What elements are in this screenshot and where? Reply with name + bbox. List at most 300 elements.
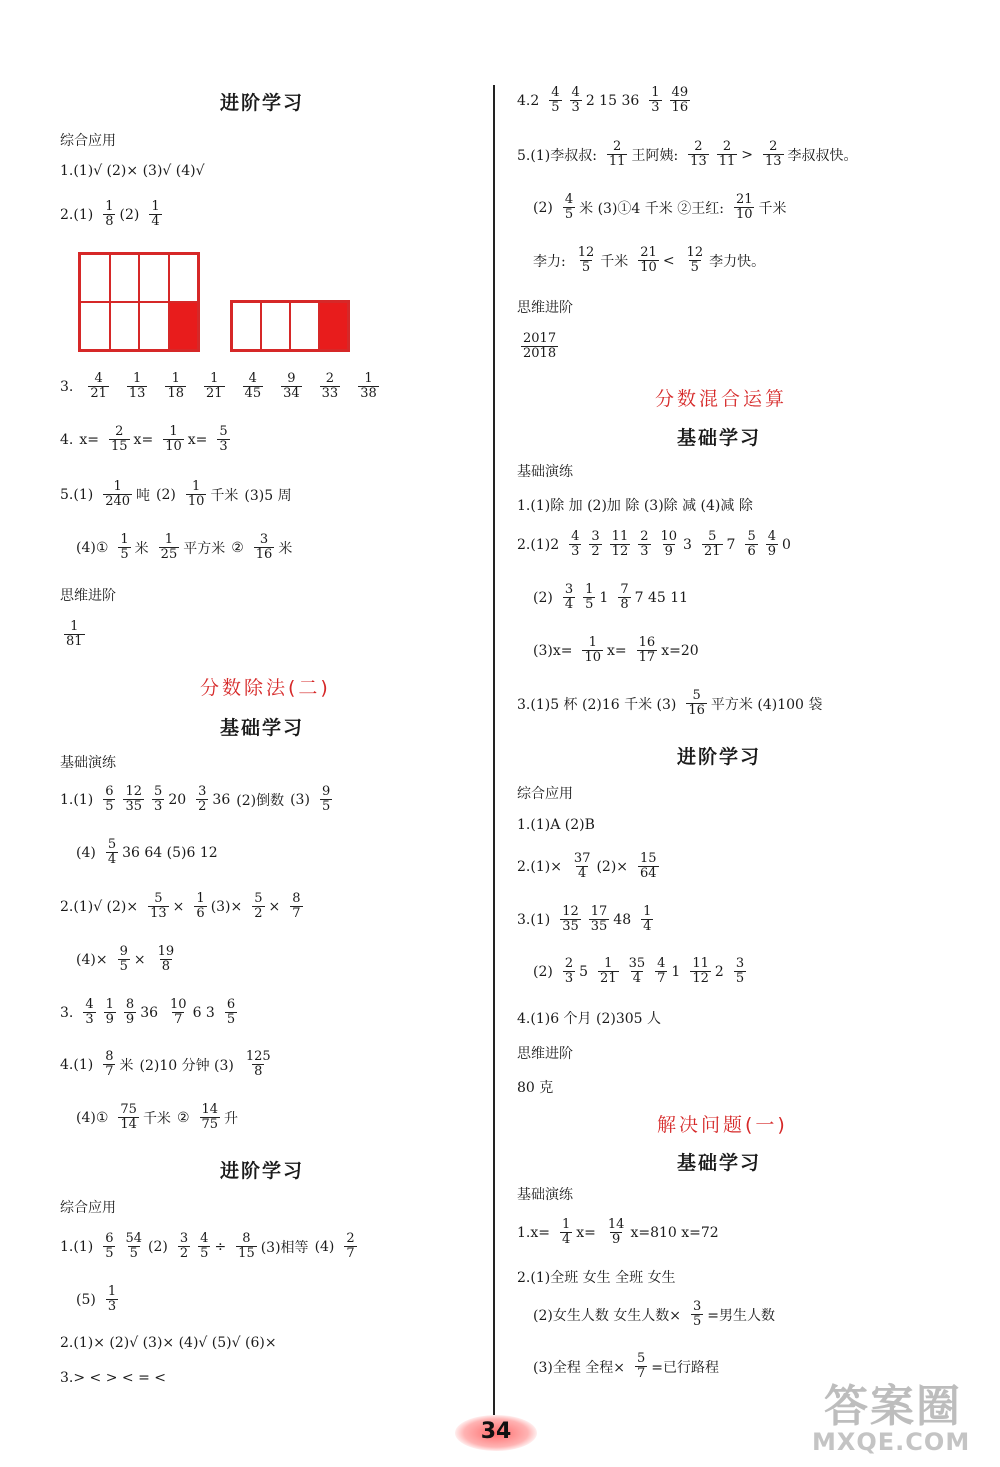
grid-cell: [110, 254, 140, 302]
denominator: 4: [561, 1232, 571, 1247]
answer-line: [517, 86, 694, 115]
numerator: 15: [640, 851, 657, 866]
answer-label: (3)×: [210, 898, 243, 915]
answer-label: 1.x=: [517, 1224, 550, 1241]
fraction: [118, 945, 130, 974]
numerator: 2: [115, 424, 124, 439]
grid-cell: [169, 254, 199, 302]
denominator: 12: [611, 544, 629, 559]
fraction: [563, 193, 575, 222]
fraction: [606, 1218, 627, 1247]
answer-label: (5): [76, 1291, 96, 1308]
page-number: 34: [480, 1419, 512, 1444]
subheading-thinking: 思维进阶: [517, 300, 573, 316]
unit-label: 平方米: [183, 540, 226, 557]
numerator: 4: [248, 371, 257, 386]
unit-label: 升: [224, 1110, 239, 1127]
denominator: 5: [551, 100, 560, 115]
numerator: 10: [660, 529, 678, 544]
numerator: 11: [692, 956, 709, 971]
numerator: 1: [120, 532, 129, 547]
fraction: [766, 530, 778, 559]
grid-cell: [139, 254, 169, 302]
fraction: [243, 372, 264, 401]
numerator: 1: [364, 371, 373, 386]
fraction-grid-quarters: [230, 300, 350, 352]
answer-line: [60, 998, 241, 1027]
denominator: 4: [151, 214, 160, 229]
denominator: 33: [321, 386, 339, 401]
fraction: [659, 530, 680, 559]
grid-cell: [232, 302, 261, 350]
numerator: 5: [107, 837, 117, 852]
answer-line: [517, 332, 562, 361]
numerator: 4: [564, 192, 574, 207]
denominator: 7: [346, 1246, 355, 1261]
answer-label: ②: [176, 1109, 190, 1126]
denominator: 10: [584, 650, 602, 665]
answer-line: [517, 1218, 725, 1247]
denominator: 75: [201, 1117, 219, 1132]
fraction: [637, 636, 658, 665]
denominator: 21: [703, 544, 721, 559]
unit-label: 米: [119, 1057, 134, 1074]
numerator: 2: [564, 956, 574, 971]
denominator: 2: [254, 906, 263, 921]
numerator: 3: [179, 1231, 189, 1246]
fraction: [688, 140, 709, 169]
denominator: 16: [255, 547, 273, 562]
denominator: 9: [105, 1012, 114, 1027]
answer-line: [76, 838, 224, 867]
fraction: [560, 1218, 572, 1247]
answer-label: (3)相等: [260, 1239, 309, 1256]
fraction: [198, 1232, 210, 1261]
fraction: [582, 636, 603, 665]
numerator: 8: [125, 997, 135, 1012]
fraction: [127, 372, 148, 401]
answer-line: 4.(1)6 个月 (2)305 人: [517, 1011, 661, 1027]
numerator: 37: [573, 851, 591, 866]
fraction: [570, 86, 582, 115]
denominator: 5: [129, 1246, 138, 1261]
denominator: 5: [690, 260, 699, 275]
denominator: 7: [657, 971, 666, 986]
answer-line: 李力: $\frac{12}{5}$ 千米 $\frac{21}{10}$ < $\frac{12}{5}$ 李力快。: [533, 245, 766, 275]
unit-label: 千米: [142, 1110, 171, 1127]
watermark-url: MXQE.COM: [812, 1428, 971, 1456]
numerator: 21: [735, 192, 753, 207]
numerator: 16: [638, 635, 656, 650]
numerator: 4: [94, 371, 103, 386]
answer-label: (2)×: [596, 858, 629, 875]
numerator: 2: [769, 139, 778, 154]
numerator: 2: [613, 139, 622, 154]
fraction: [106, 838, 118, 867]
unit-label: 千米: [210, 487, 239, 504]
numerator: 6: [226, 997, 236, 1012]
heading-advanced-learning: 进阶学习: [220, 92, 305, 114]
fraction: [118, 1103, 139, 1132]
unit-label: 米: [134, 540, 149, 557]
fraction-list: [79, 372, 387, 401]
unit-label: 米: [278, 540, 293, 557]
fraction: [717, 140, 738, 169]
numerator: 1: [105, 997, 114, 1012]
denominator: 13: [690, 154, 707, 169]
fraction: [627, 957, 648, 986]
numerator: 1: [196, 891, 205, 906]
numerator: 3: [259, 532, 269, 547]
numerator: 11: [611, 529, 629, 544]
watermark-logo-text: 答案圈: [824, 1381, 962, 1432]
fraction: [598, 957, 619, 986]
watermark: [812, 1370, 992, 1465]
fraction: [225, 998, 237, 1027]
heading-basic-learning: 基础学习: [677, 1152, 762, 1174]
answer-label: (3): [290, 791, 310, 808]
answer-line: [60, 1050, 277, 1079]
answer-line: [517, 530, 797, 559]
fraction: [103, 200, 115, 229]
answer-label: 5.(1): [60, 486, 94, 503]
fraction: [576, 246, 597, 275]
denominator: 34: [283, 386, 300, 401]
fraction: [745, 530, 757, 559]
denominator: 5: [105, 1246, 114, 1261]
fraction: [200, 1103, 221, 1132]
answer-value: 1: [671, 963, 681, 980]
numerator: 5: [708, 529, 717, 544]
section-title-solve-problems-1: 解决问题(一): [657, 1114, 788, 1136]
fraction: [106, 1285, 118, 1314]
numerator: 12: [577, 245, 595, 260]
numerator: 4: [571, 85, 580, 100]
denominator: 3: [651, 100, 660, 115]
denominator: 5: [200, 1246, 209, 1261]
numerator: 3: [198, 784, 207, 799]
answer-value: 20: [168, 791, 187, 808]
numerator: 35: [628, 956, 646, 971]
numerator: 1: [192, 479, 201, 494]
numerator: 4: [200, 1231, 209, 1246]
denominator: 5: [120, 547, 129, 562]
denominator: 64: [640, 866, 657, 881]
denominator: 8: [105, 214, 114, 229]
numerator: 1: [643, 904, 652, 919]
fraction: [123, 785, 144, 814]
denominator: 10: [735, 207, 753, 222]
fraction: [236, 1232, 257, 1261]
numerator: 2: [640, 529, 649, 544]
fraction: [641, 905, 653, 934]
answer-line: 80 克: [517, 1080, 554, 1096]
fraction: [691, 1300, 703, 1329]
numerator: 19: [157, 944, 175, 959]
numerator: 2017: [523, 331, 557, 346]
answer-label: 2.(1): [60, 206, 94, 223]
answer-label: (2)女生人数 女生人数×: [533, 1307, 682, 1324]
answer-value: 1: [599, 589, 609, 606]
numerator: 6: [105, 1231, 114, 1246]
fraction: [638, 852, 659, 881]
fraction: [521, 332, 558, 361]
answer-value: 0: [782, 536, 791, 553]
answer-label: x=: [607, 642, 627, 659]
numerator: 14: [607, 1217, 625, 1232]
answer-value: 3: [683, 536, 692, 553]
fraction: [124, 998, 136, 1027]
answer-line: [60, 785, 336, 814]
answer-label: 5.(1)李叔叔:: [517, 147, 597, 164]
denominator: 21: [206, 386, 223, 401]
answer-label: 王阿姨:: [631, 147, 679, 164]
numerator: 4: [551, 85, 560, 100]
fraction: [572, 852, 593, 881]
answer-line: [76, 1103, 244, 1132]
answer-line: [60, 372, 394, 401]
answer-line: 1.(1) $\frac{6}{5}$ $\frac{54}{5}$ (2) $\frac{3}{2}$ $\frac{4}{5}$ ÷ $\frac{8}{15}$ (3)相等 (4) $\frac{2}{7}$: [60, 1231, 355, 1261]
numerator: 9: [287, 371, 296, 386]
denominator: 10: [640, 260, 657, 275]
denominator: 4: [107, 852, 117, 867]
fraction: [156, 945, 177, 974]
fraction: [252, 892, 264, 921]
answer-label: 2.(1)2: [517, 536, 560, 553]
denominator: 16: [688, 703, 705, 718]
answer-value: x=810 x=72: [630, 1224, 719, 1241]
answer-label: (2)倒数: [236, 792, 285, 809]
denominator: 5: [321, 799, 331, 814]
fraction: [589, 530, 601, 559]
numerator: 1: [561, 1217, 571, 1232]
fraction: [610, 530, 631, 559]
grid-cell: [261, 302, 290, 350]
answer-value: 5: [579, 963, 589, 980]
heading-advanced-learning: 进阶学习: [220, 1160, 305, 1182]
column-divider: [493, 85, 495, 1415]
denominator: 21: [90, 386, 107, 401]
answer-line: [517, 689, 828, 718]
answer-label: 3.(1)5 杯 (2)16 千米 (3): [517, 696, 677, 713]
fraction-grid-eighths: [78, 252, 200, 352]
fraction: [163, 425, 184, 454]
denominator: 3: [85, 1012, 94, 1027]
answer-label: (4)×: [76, 951, 108, 968]
answer-line: [533, 957, 750, 986]
answer-line: [60, 480, 298, 509]
denominator: 8: [161, 959, 170, 974]
fraction: [64, 620, 85, 649]
answer-value: 6 3: [192, 1004, 215, 1021]
numerator: 1: [113, 479, 122, 494]
denominator: 5: [735, 971, 745, 986]
fraction: [563, 583, 575, 612]
denominator: 12: [692, 971, 709, 986]
fraction: [320, 372, 341, 401]
fraction: [148, 892, 169, 921]
fraction: [358, 372, 379, 401]
denominator: 7: [174, 1012, 183, 1027]
denominator: 9: [125, 1012, 135, 1027]
denominator: 10: [165, 439, 182, 454]
denominator: 38: [360, 386, 377, 401]
denominator: 7: [637, 1366, 646, 1381]
numerator: 4: [657, 956, 666, 971]
answer-label: (2): [148, 1238, 168, 1255]
subheading-comprehensive: 综合应用: [60, 1200, 116, 1216]
fraction: [563, 957, 575, 986]
denominator: 3: [107, 1299, 117, 1314]
numerator: 3: [591, 529, 600, 544]
grid-cell: [139, 302, 169, 350]
numerator: 49: [671, 85, 689, 100]
denominator: 25: [160, 547, 178, 562]
fraction: [685, 246, 706, 275]
fraction: [589, 905, 610, 934]
fraction: [186, 480, 207, 509]
answer-label: (4)①: [76, 539, 109, 556]
answer-label: 米 (3)①4 千米 ②王红:: [579, 200, 724, 217]
fraction: [165, 372, 186, 401]
fraction: [196, 785, 208, 814]
fraction: [649, 86, 661, 115]
fraction: [103, 1232, 115, 1261]
fraction: [583, 583, 595, 612]
grid-cell: [290, 302, 319, 350]
fraction: [290, 892, 302, 921]
unit-label: 吨: [136, 487, 151, 504]
denominator: 16: [671, 100, 689, 115]
numerator: 1: [604, 956, 613, 971]
denominator: 3: [564, 971, 574, 986]
denominator: 5: [693, 1314, 702, 1329]
answer-value: 2 15 36: [585, 92, 640, 109]
numerator: 1: [151, 199, 160, 214]
numerator: 9: [321, 784, 331, 799]
answer-value: 36 64 (5)6 12: [122, 844, 218, 861]
fraction: [344, 1232, 356, 1261]
numerator: 9: [119, 944, 128, 959]
numerator: 5: [154, 891, 163, 906]
denominator: 4: [632, 971, 641, 986]
grid-cell-shaded: [319, 302, 348, 350]
denominator: 5: [119, 959, 128, 974]
answer-label: (3)x=: [533, 642, 573, 659]
numerator: 1: [210, 371, 219, 386]
page-number-badge: [455, 1415, 537, 1451]
denominator: 4: [578, 866, 587, 881]
answer-label: 3.(1): [517, 911, 551, 928]
fraction: [149, 200, 161, 229]
denominator: 2: [591, 544, 600, 559]
answer-line: [517, 905, 657, 934]
numerator: 3: [693, 1299, 702, 1314]
denominator: 3: [154, 799, 163, 814]
numerator: 2: [722, 139, 732, 154]
subheading-thinking: 思维进阶: [60, 588, 116, 604]
answer-line: [533, 636, 705, 665]
grid-cell-shaded: [169, 302, 199, 350]
answer-label: (2): [533, 199, 553, 216]
numerator: 1: [164, 532, 174, 547]
fraction: [320, 785, 332, 814]
denominator: 9: [664, 544, 673, 559]
denominator: 13: [150, 906, 167, 921]
denominator: 15: [111, 439, 128, 454]
fraction: [560, 905, 581, 934]
numerator: 3: [735, 956, 745, 971]
denominator: 9: [767, 544, 776, 559]
subheading-comprehensive: 综合应用: [517, 786, 573, 802]
answer-line: [533, 1300, 781, 1329]
numerator: 8: [105, 1049, 114, 1064]
numerator: 5: [692, 688, 701, 703]
grid-cell: [80, 254, 110, 302]
denominator: 5: [105, 799, 114, 814]
denominator: 7: [105, 1064, 114, 1079]
fraction: [103, 785, 115, 814]
fraction: [244, 1050, 273, 1079]
denominator: 4: [564, 597, 574, 612]
answer-line: [533, 1352, 725, 1381]
fraction: [702, 530, 723, 559]
answer-value: x=20: [661, 642, 699, 659]
numerator: 6: [105, 784, 114, 799]
numerator: 21: [640, 245, 657, 260]
numerator: 5: [219, 424, 228, 439]
answer-line: [517, 852, 663, 881]
numerator: 1: [588, 635, 597, 650]
fraction: [655, 957, 667, 986]
numerator: 8: [292, 891, 301, 906]
denominator: 17: [638, 650, 656, 665]
fraction: [686, 689, 707, 718]
denominator: 3: [640, 544, 649, 559]
answer-label: (2): [533, 589, 553, 606]
denominator: 5: [564, 207, 574, 222]
denominator: 21: [600, 971, 617, 986]
numerator: 5: [637, 1351, 646, 1366]
fraction: [103, 480, 132, 509]
denominator: 5: [226, 1012, 236, 1027]
fraction: [638, 530, 650, 559]
answer-label: 李叔叔快。: [787, 147, 858, 164]
denominator: 5: [581, 260, 591, 275]
denominator: 35: [590, 919, 608, 934]
numerator: 1: [105, 199, 114, 214]
heading-basic-learning: 基础学习: [220, 717, 305, 739]
denominator: 240: [105, 494, 131, 509]
heading-advanced-learning: 进阶学习: [677, 746, 762, 768]
answer-line: [533, 193, 792, 222]
numerator: 14: [201, 1102, 219, 1117]
fraction: [118, 533, 130, 562]
fraction: [109, 425, 130, 454]
answer-line: 2.(1)√ (2)× $\frac{5}{13}$ × $\frac{1}{6}$ (3)× $\frac{5}{2}$ × $\frac{8}{7}$: [60, 891, 301, 921]
fraction: [194, 892, 206, 921]
numerator: 75: [120, 1102, 137, 1117]
numerator: 5: [747, 529, 756, 544]
numerator: 12: [562, 904, 579, 919]
answer-label: ②: [231, 539, 244, 556]
answer-label: 3.: [60, 1004, 74, 1021]
denominator: 2: [198, 799, 207, 814]
subheading-basic-drill: 基础演练: [517, 1187, 573, 1203]
numerator: 2: [325, 371, 335, 386]
numerator: 1: [107, 1284, 117, 1299]
numerator: 2: [346, 1231, 355, 1246]
